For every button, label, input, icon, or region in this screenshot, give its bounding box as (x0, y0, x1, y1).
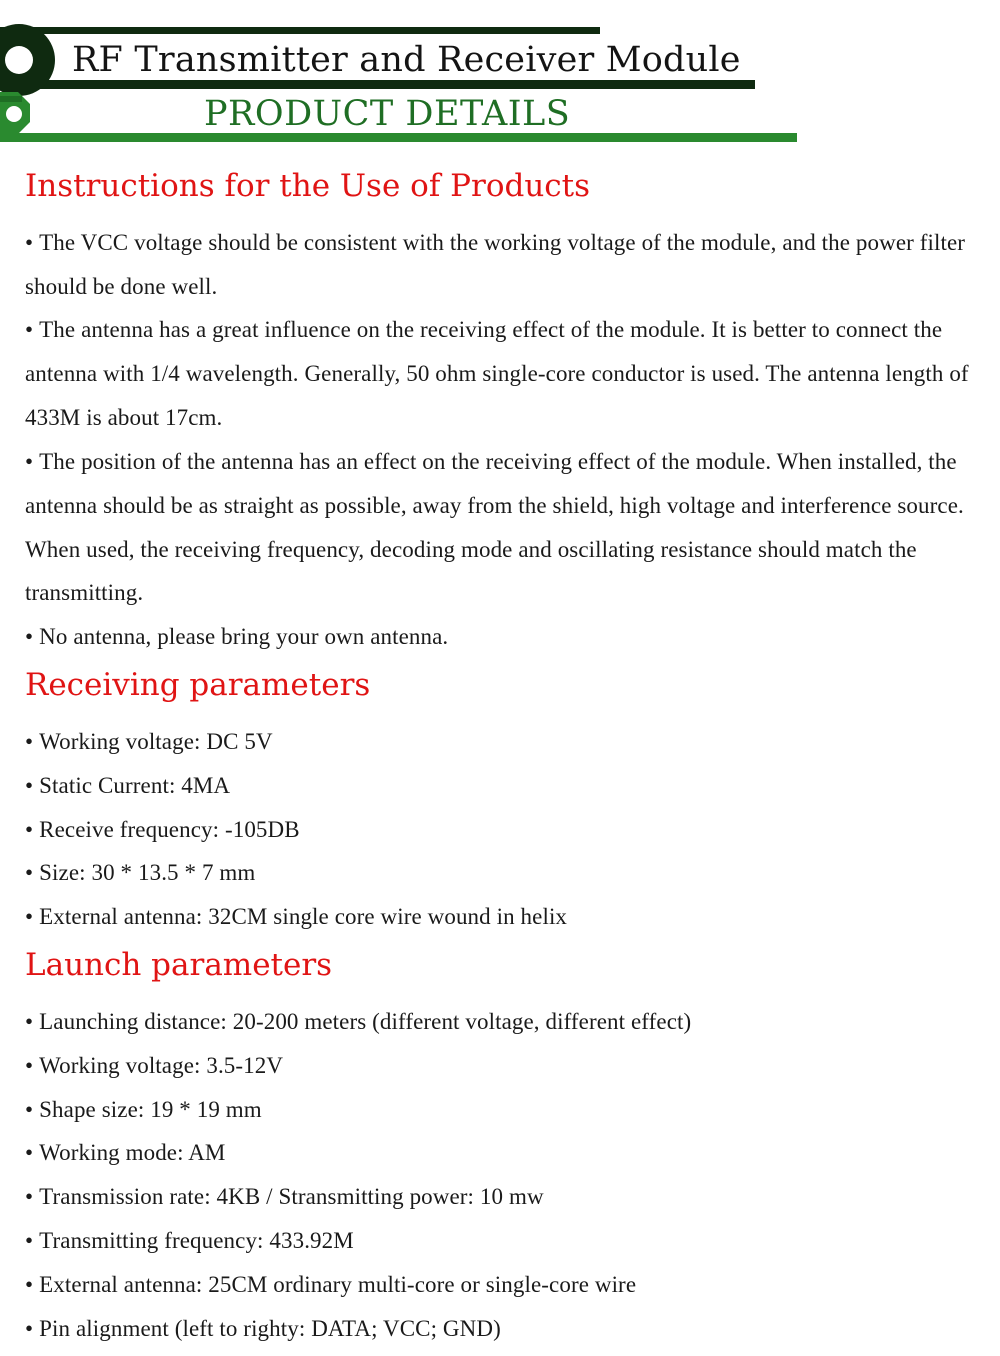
bullet-glyph: • (25, 729, 34, 754)
instructions-heading: Instructions for the Use of Products (25, 168, 591, 204)
list-item (25, 720, 997, 764)
list-item (25, 1307, 997, 1351)
parameter-text: Working voltage: DC 5V (39, 729, 273, 754)
parameter-text: Receive frequency: -105DB (39, 816, 300, 842)
parameter-text: Size: 30 * 13.5 * 7 mm (39, 860, 256, 886)
bullet-glyph: • (25, 816, 34, 842)
list-item (25, 1263, 997, 1307)
parameter-text: Transmitting frequency: 433.92M (39, 1227, 354, 1253)
list-item (25, 1044, 997, 1088)
list-item (25, 1219, 997, 1263)
bullet-glyph: • (25, 1096, 34, 1122)
list-item (25, 1175, 997, 1219)
bullet-glyph: • (25, 1184, 34, 1210)
parameter-text: External antenna: 25CM ordinary multi-core or single-core wire (39, 1271, 637, 1297)
bullet-glyph: • (25, 1009, 34, 1034)
bullet-glyph: • (25, 624, 34, 649)
list-item (25, 851, 997, 895)
parameter-text: Launching distance: 20-200 meters (different voltage, different effect) (39, 1009, 692, 1034)
bullet-glyph: • (25, 1271, 34, 1297)
parameter-text: Pin alignment (left to righty: DATA; VCC; GND) (39, 1315, 501, 1341)
bullet-glyph: • (25, 317, 34, 342)
parameter-text: Shape size: 19 * 19 mm (39, 1096, 262, 1122)
parameter-text: Static Current: 4MA (39, 772, 231, 798)
launch-heading: Launch parameters (25, 947, 333, 983)
list-item (25, 1000, 997, 1044)
bullet-glyph: • (25, 1227, 34, 1253)
launch-parameter-list (25, 1000, 997, 1350)
page-subtitle: PRODUCT DETAILS (204, 94, 571, 134)
bullet-glyph: • (25, 230, 34, 255)
bullet-glyph: • (25, 860, 34, 886)
list-item (25, 1088, 997, 1132)
receiving-parameter-list (25, 720, 997, 939)
bullet-glyph: • (25, 449, 34, 474)
parameter-text: Transmission rate: 4KB / Stransmitting power: 10 mw (39, 1184, 544, 1210)
bullet-glyph: • (25, 772, 34, 798)
list-item (25, 895, 997, 939)
instruction-paragraph (25, 440, 997, 615)
parameter-text: External antenna: 32CM single core wire wound in helix (39, 904, 568, 930)
page-title: RF Transmitter and Receiver Module (72, 40, 741, 80)
instruction-paragraph (25, 308, 997, 439)
instruction-text: The VCC voltage should be consistent with the working voltage of the module, and the power filter should be done well. (25, 230, 966, 299)
header-banner (0, 0, 1000, 150)
instruction-text: The antenna has a great influence on the receiving effect of the module. It is better to connect the antenna with 1/4 wavelength. Generally, 50 ohm single-core conductor is used. The antenna length of 433M is about 17cm. (25, 317, 969, 430)
list-item (25, 808, 997, 852)
instruction-text: No antenna, please bring your own antenna. (39, 624, 449, 649)
instruction-text: The position of the antenna has an effect on the receiving effect of the module. When installed, the antenna should be as straight as possible, away from the shield, high voltage and interference source. When used, the receiving frequency, decoding mode and oscillating resistance should match the transmitting. (25, 449, 964, 606)
list-item (25, 1131, 997, 1175)
receiving-heading: Receiving parameters (25, 667, 371, 703)
list-item (25, 764, 997, 808)
bullet-glyph: • (25, 1315, 34, 1341)
bullet-glyph: • (25, 1052, 34, 1078)
instruction-paragraph (25, 615, 997, 659)
bullet-glyph: • (25, 1140, 34, 1166)
instruction-paragraph (25, 221, 997, 309)
parameter-text: Working voltage: 3.5-12V (39, 1052, 284, 1078)
parameter-text: Working mode: AM (39, 1140, 226, 1166)
bullet-glyph: • (25, 904, 34, 930)
